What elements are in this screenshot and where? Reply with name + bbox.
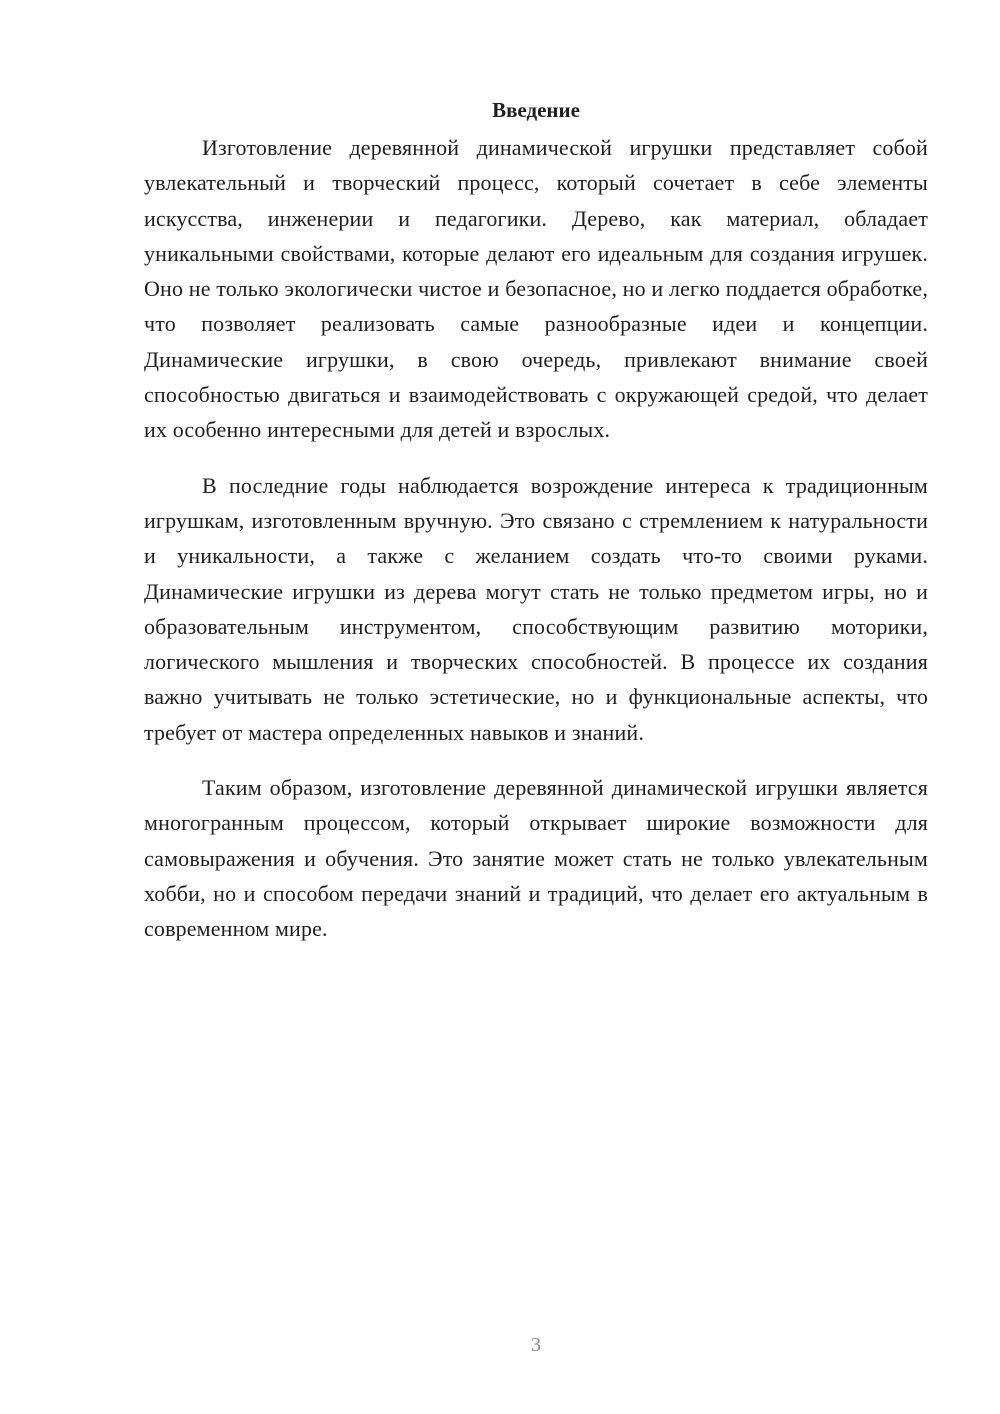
page-number: 3 [531, 1334, 541, 1356]
paragraph-1: Изготовление деревянной динамической игрушки представляет собой увлекательный и творческий процесс, который сочетает в себе элементы искусства, инженерии и педагогики. Дерево, как материал, обладает уникальными свойствами, которые делают его идеальным для создания игрушек. Оно не только экологически чистое и безопасное, но и легко поддается обработке, что позволяет реализовать самые разнообразные идеи и концепции. Динамические игрушки, в свою очередь, привлекают внимание своей способностью двигаться и взаимодействовать с окружающей средой, что делает их особенно интересными для детей и взрослых. [144, 135, 928, 443]
section-title: Введение [492, 98, 580, 122]
paragraph-2: В последние годы наблюдается возрождение интереса к традиционным игрушкам, изготовленным вручную. Это связано с стремлением к натуральности и уникальности, а также с желанием создать что-то своими руками. Динамические игрушки из дерева могут стать не только предметом игры, но и образовательным инструментом, способствующим развитию моторики, логического мышления и творческих способностей. В процессе их создания важно учитывать не только эстетические, но и функциональные аспекты, что требует от мастера определенных навыков и знаний. [144, 472, 928, 745]
paragraph-3: Таким образом, изготовление деревянной динамической игрушки является многогранным процессом, который открывает широкие возможности для самовыражения и обучения. Это занятие может стать не только увлекательным хобби, но и способом передачи знаний и традиций, что делает его актуальным в современном мире. [144, 775, 928, 942]
document-body [144, 96, 928, 967]
